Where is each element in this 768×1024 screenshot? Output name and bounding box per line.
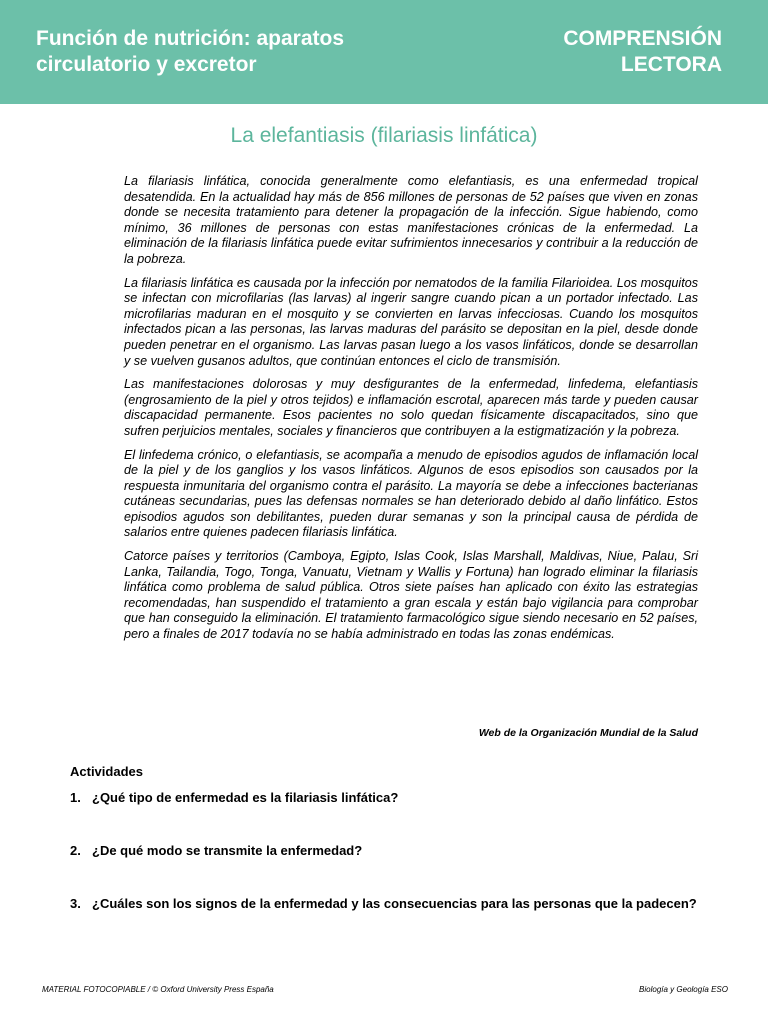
unit-title-line-1: Función de nutrición: aparatos <box>36 27 345 50</box>
section-label <box>563 26 722 78</box>
header-banner <box>0 0 768 104</box>
article-source: Web de la Organización Mundial de la Salud <box>478 727 698 739</box>
unit-title <box>36 26 344 78</box>
question-text: ¿De qué modo se transmite la enfermedad? <box>92 843 363 858</box>
question-number: 2. <box>70 843 81 858</box>
question-text: ¿Cuáles son los signos de la enfermedad y las consecuencias para las personas que la padecen? <box>92 896 697 911</box>
article-paragraph: Las manifestaciones dolorosas y muy desfigurantes de la enfermedad, linfedema, elefantiasis (engrosamiento de la piel y otros tejidos) e inflamación escrotal, aparecen más tarde y pueden causar discapacidad permanente. Esos pacientes no solo quedan físicamente discapacitados, sino que sufren perjuicios mentales, sociales y financieros que contribuyen a la estigmatización y la pobreza. <box>124 377 698 438</box>
unit-title-line-2: circulatorio y excretor <box>36 53 257 76</box>
question-2 <box>70 843 698 859</box>
activities-heading: Actividades <box>70 764 143 779</box>
article-paragraph: La filariasis linfática, conocida generalmente como elefantiasis, es una enfermedad tropical desatendida. En la actualidad hay más de 856 millones de personas de 52 países que viven en zonas donde se necesita tratamiento para detener la propagación de la infección. Sigue habiendo, como mínimo, 36 millones de personas con estas manifestaciones crónicas de la enfermedad. La eliminación de la filariasis linfática puede evitar sufrimientos innecesarios y contribuir a la reducción de la pobreza. <box>124 174 698 266</box>
footer-course: Biología y Geología ESO <box>639 985 728 994</box>
article-body <box>124 174 698 651</box>
article-paragraph: Catorce países y territorios (Camboya, Egipto, Islas Cook, Islas Marshall, Maldivas, Niue, Palau, Sri Lanka, Tailandia, Togo, Tonga, Vanuatu, Vietnam y Wallis y Fortuna) han logrado eliminar la filariasis linfática como problema de salud pública. Otros siete países han aplicado con éxito las estrategias recomendadas, han suspendido el tratamiento a gran escala y están bajo vigilancia para comprobar que han conseguido la eliminación. El tratamiento farmacológico sigue siendo necesario en 52 países, pero a finales de 2017 todavía no se había administrado en todas las zonas endémicas. <box>124 549 698 642</box>
section-label-line-2: LECTORA <box>620 53 722 76</box>
question-1 <box>70 790 698 806</box>
footer-copyright: MATERIAL FOTOCOPIABLE / © Oxford University Press España <box>42 985 274 994</box>
article-title: La elefantiasis (filariasis linfática) <box>230 124 538 147</box>
question-number: 3. <box>70 896 81 911</box>
article-paragraph: El linfedema crónico, o elefantiasis, se acompaña a menudo de episodios agudos de inflamación local de la piel y de los ganglios y los vasos linfáticos. Algunos de esos episodios son causados por la respuesta inmunitaria del organismo contra el parásito. La mayoría se debe a infecciones bacterianas cutáneas secundarias, pues las defensas normales se han deteriorado debido al daño linfático. Estos episodios agudos son debilitantes, pueden durar semanas y son la principal causa de pérdida de salarios entre quienes padecen filariasis linfática. <box>124 447 698 540</box>
question-text: ¿Qué tipo de enfermedad es la filariasis linfática? <box>92 790 399 805</box>
question-3 <box>70 896 698 912</box>
article-paragraph: La filariasis linfática es causada por la infección por nematodos de la familia Filarioidea. Los mosquitos se infectan con microfilarias (las larvas) al ingerir sangre cuando pican a un portador infectado. Las microfilarias maduran en el mosquito y se convierten en larvas infecciosas. Cuando los mosquitos infectados pican a las personas, las larvas maduras del parásito se depositan en la piel, desde donde pueden penetrar en el organismo. Las larvas pasan luego a los vasos linfáticos, donde se desarrollan y se vuelven gusanos adultos, que continúan entonces el ciclo de transmisión. <box>124 275 698 368</box>
section-label-line-1: COMPRENSIÓN <box>563 27 722 50</box>
question-number: 1. <box>70 790 81 805</box>
